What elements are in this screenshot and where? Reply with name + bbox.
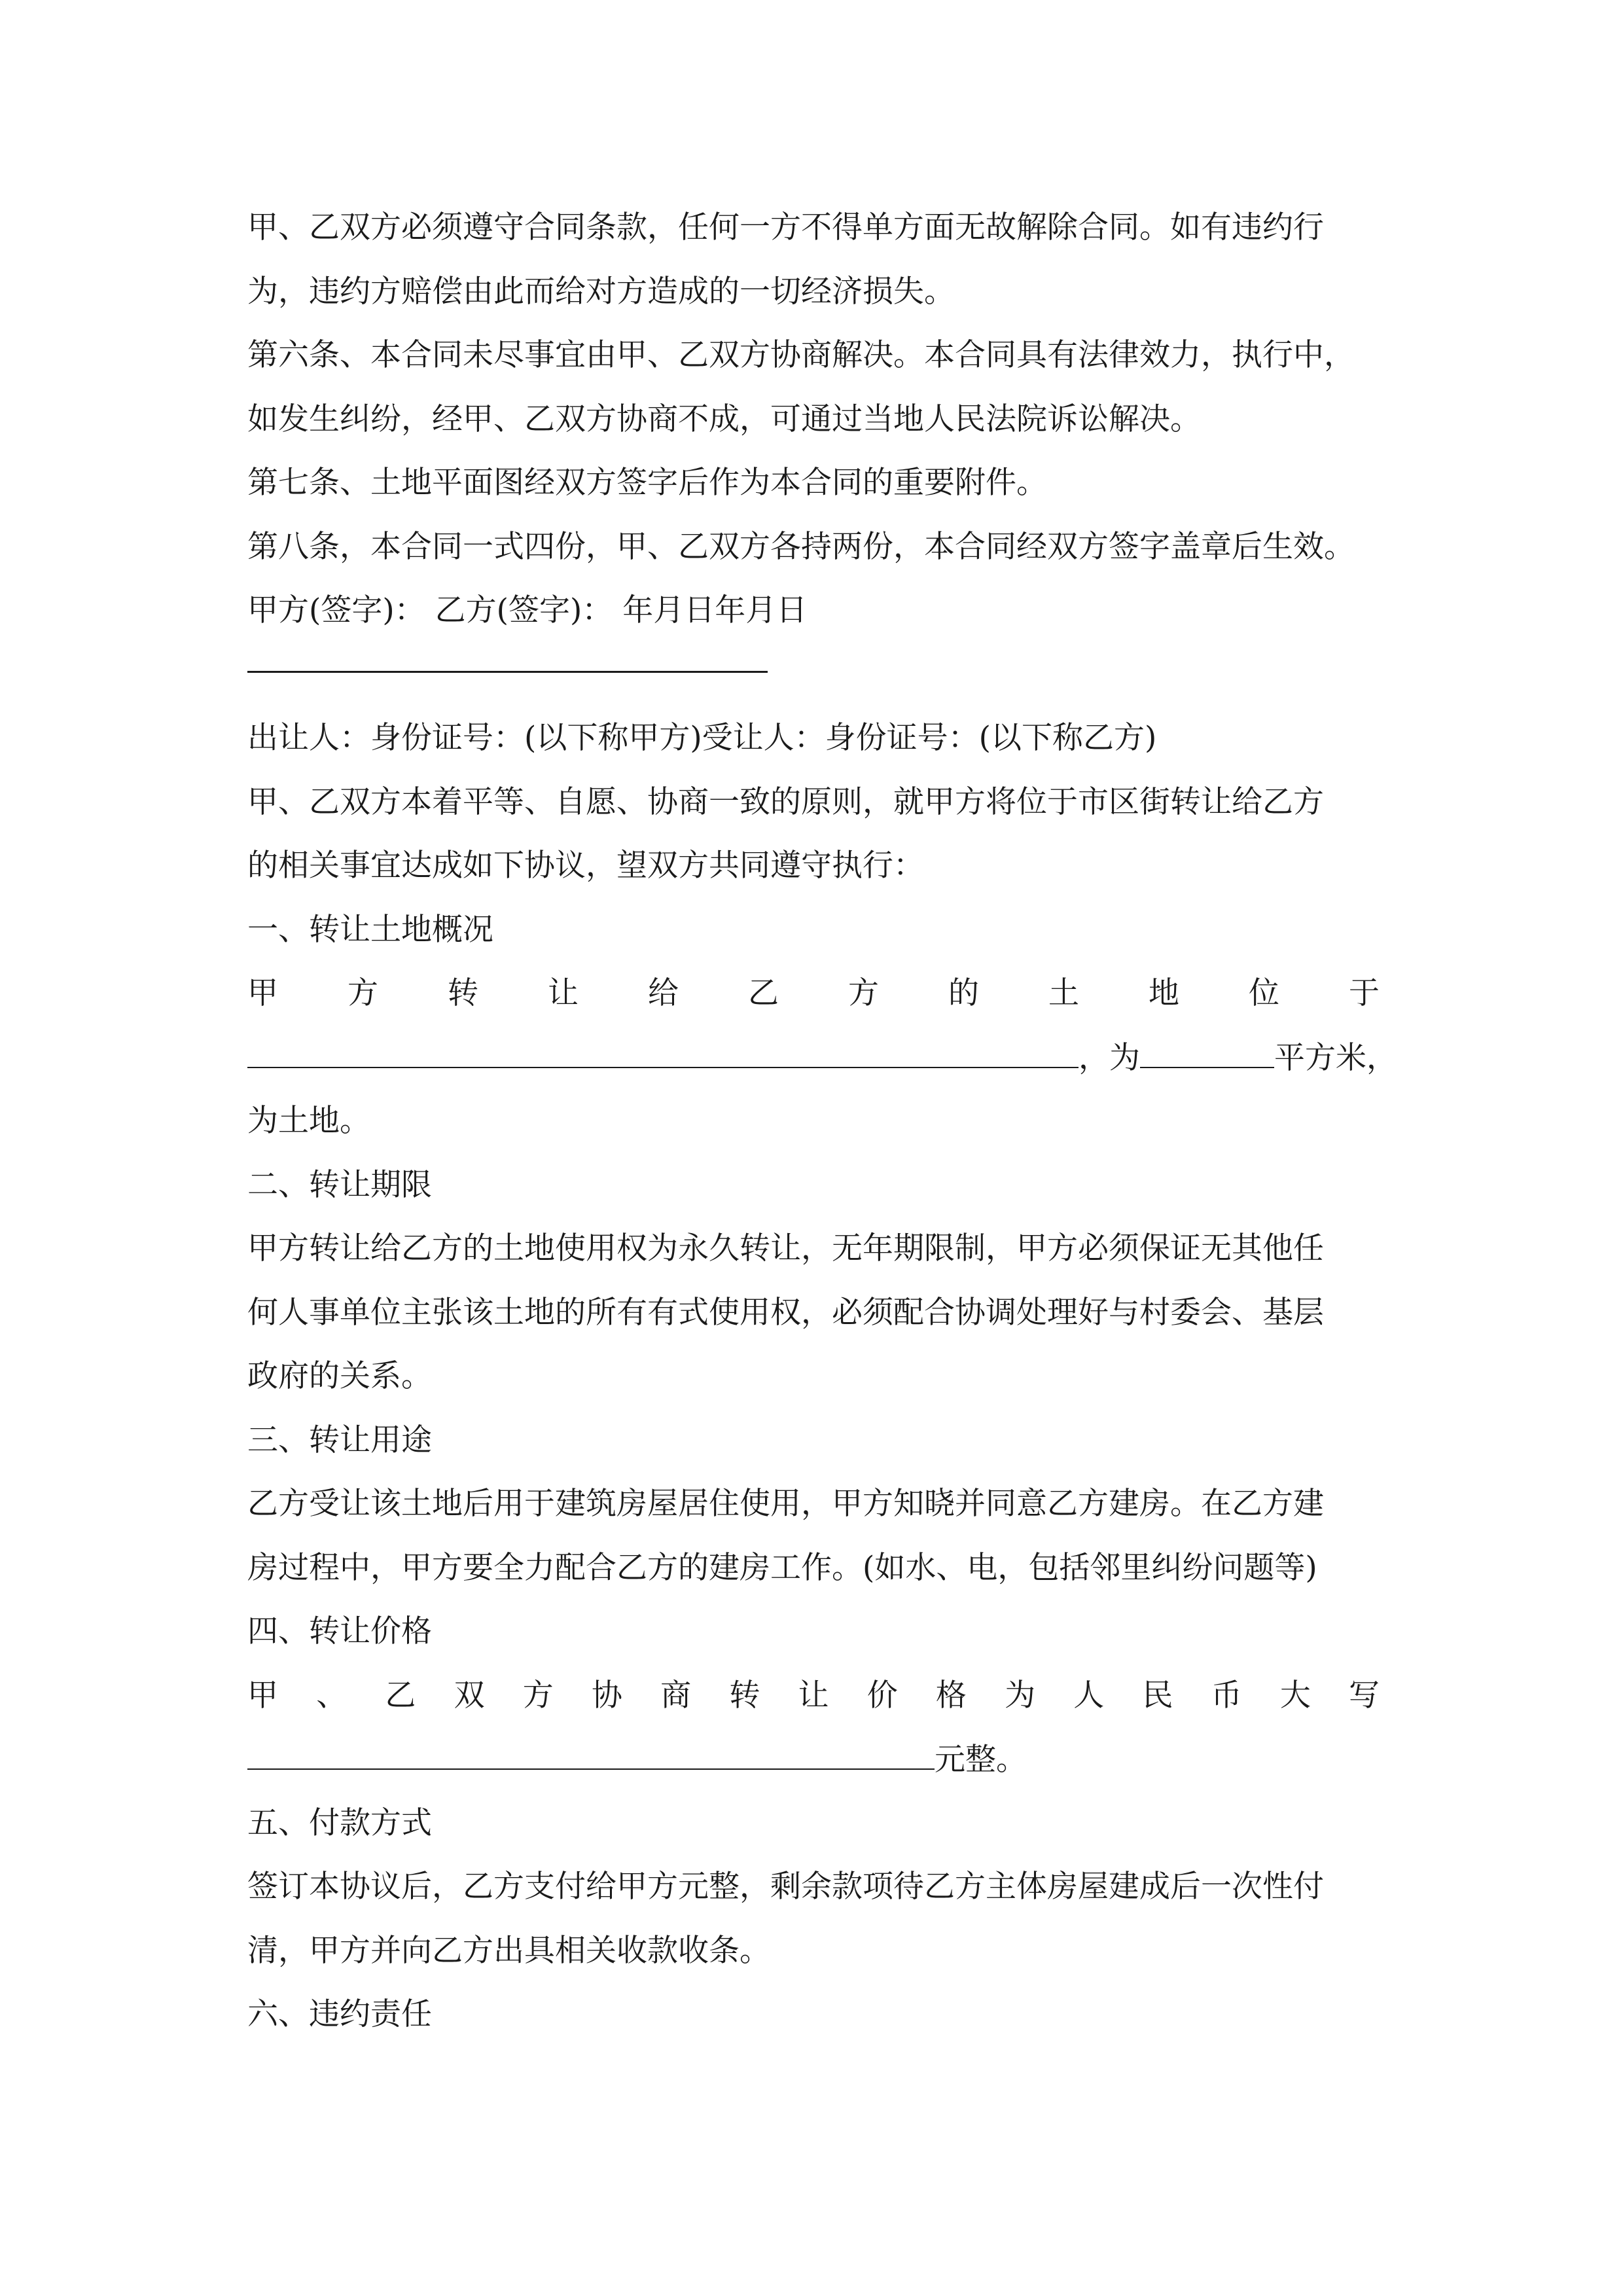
text-line: 甲、乙双方必须遵守合同条款，任何一方不得单方面无故解除合同。如有违约行 [247,209,1324,245]
char: 让 [548,975,579,1011]
text-line: 政府的关系。 [247,1358,432,1394]
text-fragment: ，为 [1079,1040,1140,1076]
section-heading: 二、转让期限 [247,1167,432,1203]
text-line: 第八条，本合同一式四份，甲、乙双方各持两份，本合同经双方签字盖章后生效。 [247,529,1355,565]
signature-line: 甲方(签字)： 乙方(签字)： 年月日年月日 [247,592,808,628]
char: 土 [1048,975,1079,1011]
land-area-line [247,1038,1397,1078]
char: 协 [591,1677,622,1713]
char: 给 [648,975,679,1011]
char: 转 [448,975,478,1011]
spread-line-land-location [247,974,1380,1013]
char: 币 [1211,1677,1242,1713]
char: 乙 [748,975,779,1011]
char: 方 [848,975,879,1011]
char: 地 [1149,975,1179,1011]
section-heading: 四、转让价格 [247,1613,432,1649]
char: 的 [948,975,979,1011]
char: 人 [1073,1677,1105,1713]
text-line: 房过程中，甲方要全力配合乙方的建房工作。(如水、电，包括邻里纠纷问题等) [247,1550,1317,1586]
char: 方 [522,1677,554,1713]
char: 双 [454,1677,485,1713]
text-line: 为，违约方赔偿由此而给对方造成的一切经济损失。 [247,274,955,310]
char: 方 [348,975,378,1011]
text-line: 何人事单位主张该土地的所有有式使用权，必须配合协调处理好与村委会、基层 [247,1295,1324,1331]
char: 为 [1005,1677,1036,1713]
char: 乙 [385,1677,416,1713]
char: 甲 [247,975,278,1011]
char: 价 [866,1677,898,1713]
price-blank [247,1740,935,1770]
text-line: 第七条、土地平面图经双方签字后作为本合同的重要附件。 [247,465,1047,501]
section-heading: 三、转让用途 [247,1422,432,1458]
text-line: 如发生纠纷，经甲、乙双方协商不成，可通过当地人民法院诉讼解决。 [247,401,1201,437]
char: 于 [1349,975,1380,1011]
text-line: 第六条、本合同未尽事宜由甲、乙双方协商解决。本合同具有法律效力，执行中， [247,337,1355,373]
section-heading: 五、付款方式 [247,1805,432,1841]
section-heading: 一、转让土地概况 [247,912,493,948]
text-line: 甲方转让给乙方的土地使用权为永久转让，无年期限制，甲方必须保证无其他任 [247,1230,1324,1266]
text-fragment: 元整。 [935,1742,1027,1778]
text-line: 签订本协议后，乙方支付给甲方元整，剩余款项待乙方主体房屋建成后一次性付 [247,1869,1324,1905]
spread-line-price [247,1676,1380,1715]
price-amount-line [247,1740,1380,1780]
char: 位 [1249,975,1279,1011]
text-line: 清，甲方并向乙方出具相关收款收条。 [247,1933,770,1969]
char: 让 [798,1677,829,1713]
area-blank [1140,1038,1274,1068]
section-heading: 六、违约责任 [247,1996,432,2032]
char: 、 [316,1677,348,1713]
text-line: 的相关事宜达成如下协议，望双方共同遵守执行： [247,848,924,884]
location-blank [247,1038,1079,1068]
parties-line: 出让人：身份证号：(以下称甲方)受让人：身份证号：(以下称乙方) [247,720,1157,756]
char: 民 [1142,1677,1173,1713]
text-line: 为土地。 [247,1103,370,1139]
char: 商 [660,1677,692,1713]
char: 转 [729,1677,760,1713]
text-fragment: 平方米， [1274,1040,1397,1076]
text-line: 乙方受让该土地后用于建筑房屋居住使用，甲方知晓并同意乙方建房。在乙方建 [247,1486,1324,1522]
char: 格 [935,1677,967,1713]
char: 大 [1279,1677,1311,1713]
char: 甲 [247,1677,278,1713]
section-divider [247,671,768,673]
text-line: 甲、乙双方本着平等、自愿、协商一致的原则，就甲方将位于市区街转让给乙方 [247,784,1324,820]
char: 写 [1349,1677,1380,1713]
